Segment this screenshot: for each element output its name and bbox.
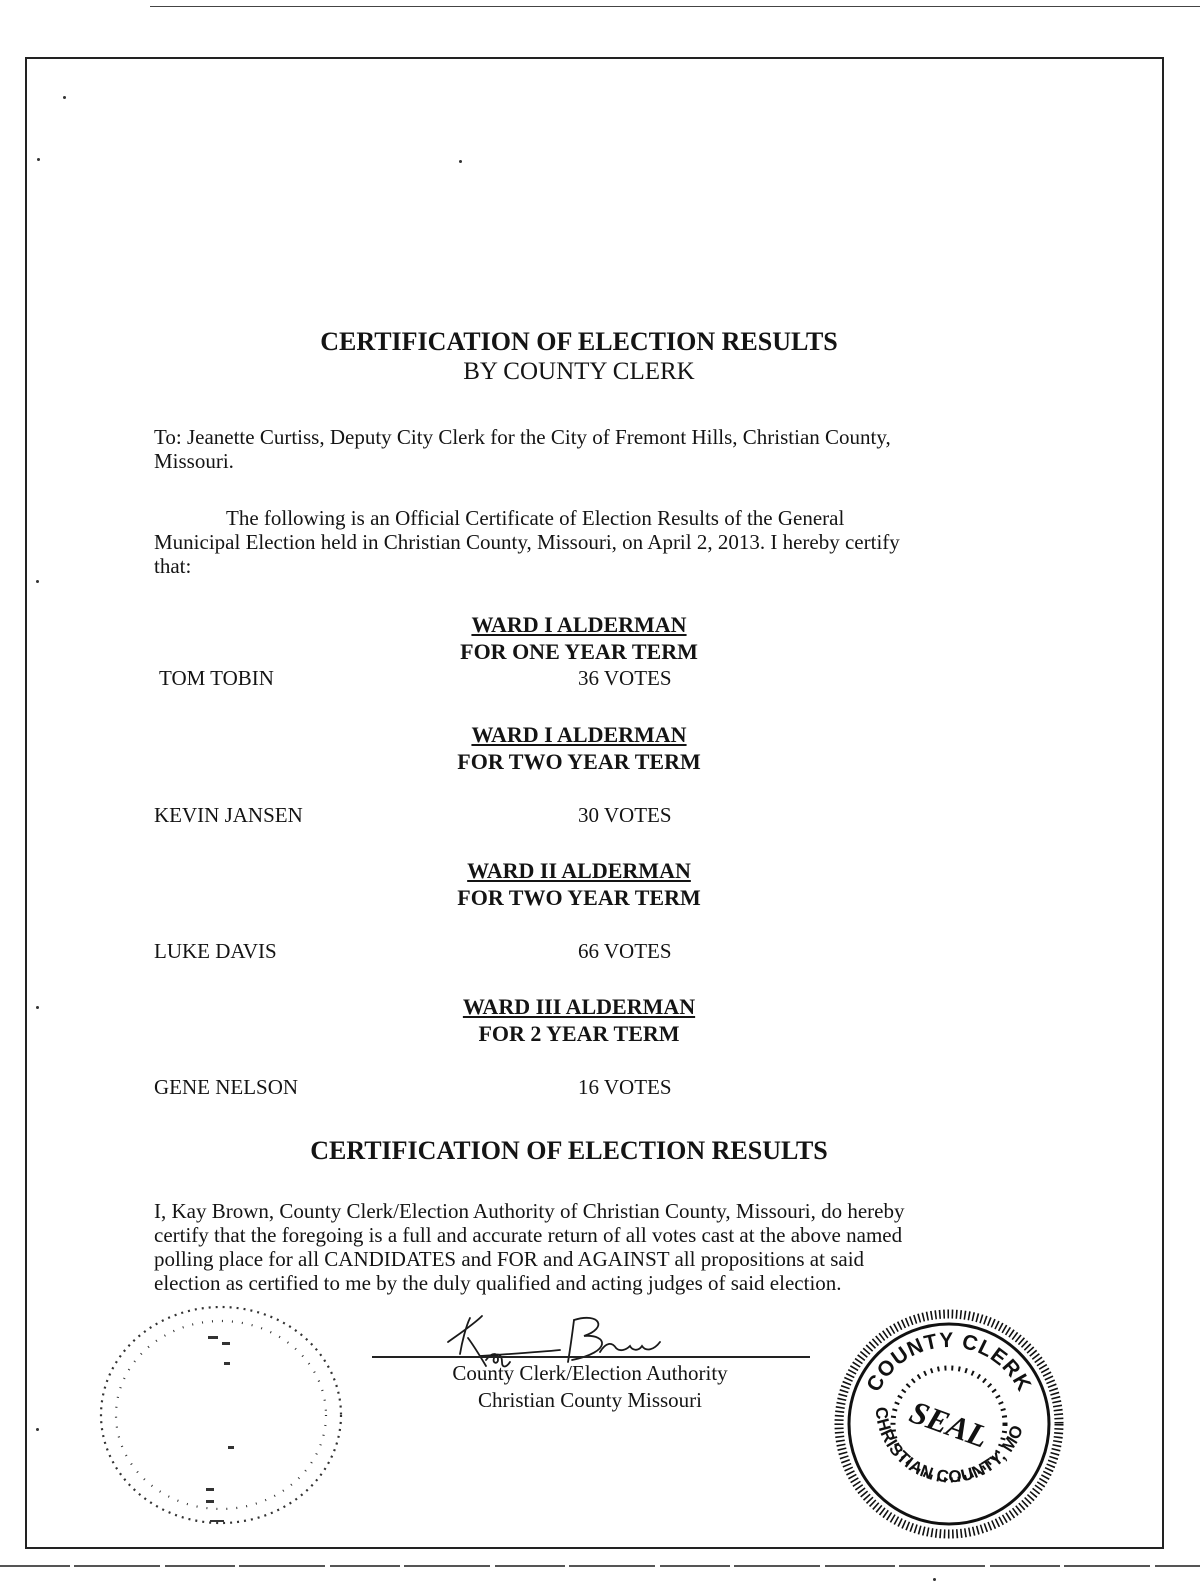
race-office: WARD I ALDERMAN bbox=[471, 612, 687, 637]
certification-line: I, Kay Brown, County Clerk/Election Authority of Christian County, Missouri, do hereby bbox=[154, 1199, 905, 1223]
race-term: FOR TWO YEAR TERM bbox=[457, 885, 701, 910]
race-term: FOR 2 YEAR TERM bbox=[478, 1021, 680, 1046]
candidate-name: GENE NELSON bbox=[154, 1075, 299, 1099]
certification-heading: CERTIFICATION OF ELECTION RESULTS bbox=[310, 1136, 828, 1165]
certification-line: election as certified to me by the duly qualified and acting judges of said election. bbox=[154, 1271, 842, 1295]
candidate-votes: 30 VOTES bbox=[578, 803, 672, 827]
race-office: WARD I ALDERMAN bbox=[471, 722, 687, 747]
signature-title: County Clerk/Election Authority bbox=[452, 1361, 728, 1385]
race-heading bbox=[0, 721, 1158, 775]
candidate-name: TOM TOBIN bbox=[159, 666, 274, 690]
certification-line: certify that the foregoing is a full and accurate return of all votes cast at the above named bbox=[154, 1223, 903, 1247]
certification-paragraph bbox=[154, 1199, 1034, 1295]
document-title: CERTIFICATION OF ELECTION RESULTS bbox=[320, 327, 838, 356]
intro-line: that: bbox=[154, 554, 192, 578]
intro-line: The following is an Official Certificate of Election Results of the General bbox=[226, 506, 845, 530]
candidate-name: KEVIN JANSEN bbox=[154, 803, 303, 827]
race-office: WARD III ALDERMAN bbox=[462, 994, 696, 1019]
seal-bottom-text: CHRISTIAN COUNTY, MO bbox=[871, 1406, 1028, 1487]
document-subtitle: BY COUNTY CLERK bbox=[463, 358, 695, 385]
race-heading bbox=[0, 993, 1158, 1047]
county-clerk-seal bbox=[836, 1311, 1062, 1537]
addressee-line: Missouri. bbox=[154, 449, 234, 473]
intro-line: Municipal Election held in Christian County, Missouri, on April 2, 2013. I hereby certify bbox=[154, 530, 900, 554]
seal-center-text: SEAL bbox=[905, 1393, 993, 1455]
scan-speck bbox=[933, 1578, 936, 1581]
scan-edge-top bbox=[150, 6, 1200, 7]
addressee-line: To: Jeanette Curtiss, Deputy City Clerk for the City of Fremont Hills, Christian County, bbox=[154, 425, 891, 449]
svg-text:COUNTY CLERK bbox=[862, 1329, 1035, 1396]
embossed-seal bbox=[96, 1302, 346, 1528]
signature-org: Christian County Missouri bbox=[477, 1388, 703, 1412]
signature-line bbox=[372, 1356, 810, 1358]
race-heading bbox=[0, 611, 1158, 665]
race-office: WARD II ALDERMAN bbox=[467, 858, 691, 883]
scan-edge-bottom bbox=[0, 1565, 1200, 1567]
certification-line: polling place for all CANDIDATES and FOR and AGAINST all propositions at said bbox=[154, 1247, 865, 1271]
race-term: FOR ONE YEAR TERM bbox=[460, 639, 698, 664]
race-heading bbox=[0, 857, 1158, 911]
candidate-name: LUKE DAVIS bbox=[154, 939, 277, 963]
seal-top-text: COUNTY CLERK bbox=[862, 1328, 1036, 1396]
intro-paragraph bbox=[154, 506, 1014, 578]
candidate-votes: 66 VOTES bbox=[578, 939, 672, 963]
race-term: FOR TWO YEAR TERM bbox=[457, 749, 701, 774]
addressee bbox=[154, 425, 1014, 473]
candidate-votes: 36 VOTES bbox=[578, 666, 672, 690]
candidate-votes: 16 VOTES bbox=[578, 1075, 672, 1099]
